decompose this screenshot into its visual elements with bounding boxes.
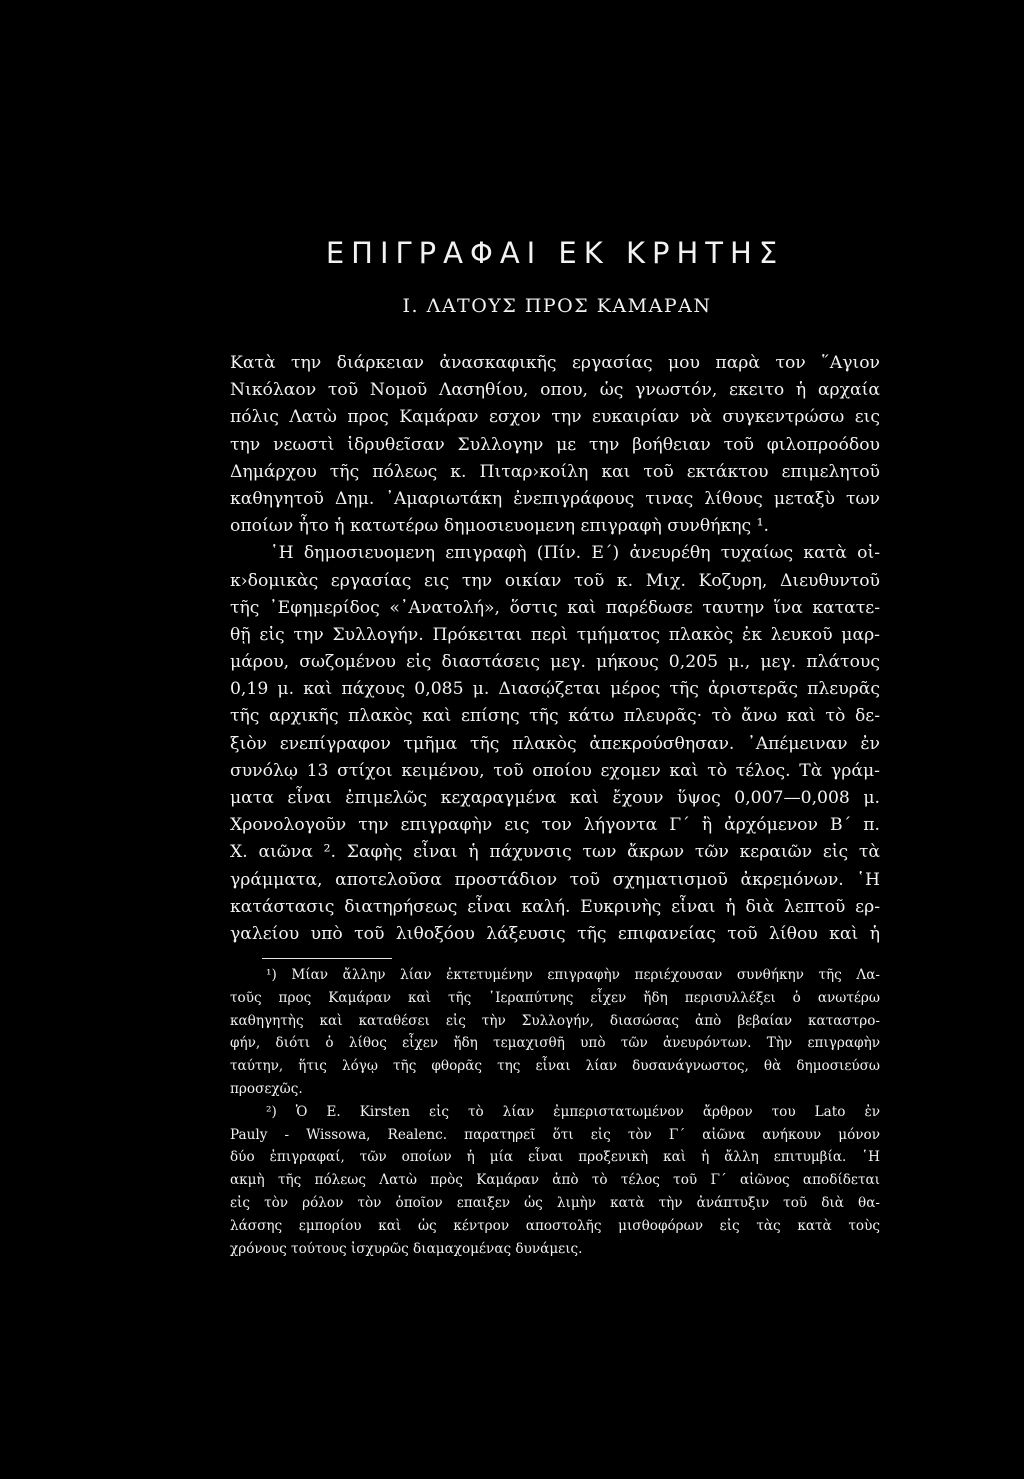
- footnote-line: ταύτην, ἥτις λόγῳ τῆς φθορᾶς της εἶναι λίαν δυσανάγνωστος, θὰ δημοσιεύσω: [230, 1058, 880, 1075]
- body-line: ξιὸν ενεπίγραφον τμῆμα τῆς πλακὸς ἀπεκρούσθησαν. ᾿Απέμειναν ἐν: [230, 733, 880, 754]
- footnote-line: χρόνους τούτους ἰσχυρῶς διαμαχομένας δυνάμεις.: [230, 1240, 583, 1257]
- body-line: κατάστασις διατηρήσεως εἶναι καλή. Ευκρινὴς εἶναι ἡ διὰ λεπτοῦ ερ-: [230, 896, 880, 917]
- body-line: την νεωστὶ ἱδρυθεῖσαν Συλλογην με την βοήθειαν τοῦ φιλοπροόδου: [230, 434, 880, 455]
- footnote-line: Pauly - Wissowa, Realenc. παρατηρεῖ ὅτι εἰς τὸν Γ΄ αἰῶνα ανήκουν μόνον: [230, 1126, 880, 1143]
- footnote-line: λάσσης εμπορίου καὶ ὡς κέντρον αποστολῆς μισθοφόρων εἰς τὰς κατὰ τοὺς: [230, 1217, 880, 1234]
- footnotes: [230, 964, 880, 1260]
- footnote-line: δύο ἐπιγραφαί, τῶν οποίων ἡ μία εἶναι προξενικὴ καὶ ἡ ἄλλη επιτυμβία. ῾Η: [230, 1149, 880, 1166]
- footnote-line: ακμὴ τῆς πόλεως Λατὼ πρὸς Καμάραν ἀπὸ τὸ τέλος τοῦ Γ΄ αἰῶνος αποδίδεται: [230, 1172, 880, 1189]
- body-line: Νικόλαον τοῦ Νομοῦ Λασηθίου, οπου, ὡς γνωστόν, εκειτο ἡ αρχαία: [230, 380, 880, 401]
- body-line: ῾Η δημοσιευομενη επιγραφὴ (Πίν. Ε΄) ἀνευρέθη τυχαίως κατὰ οἰ-: [270, 543, 880, 564]
- body-line: γαλείου υπὸ τοῦ λιθοξόου λάξευσις τῆς επιφανείας τοῦ λίθου καὶ ἡ: [230, 923, 880, 944]
- footnote-line: ²) Ὁ Ε. Kirsten εἰς τὸ λίαν ἐμπεριστατωμένον ἄρθρον του Lato ἐν: [266, 1103, 880, 1120]
- body-line: κ›δομικὰς εργασίας εις την οικίαν τοῦ κ. Μιχ. Κοζυρη, Διευθυντοῦ: [230, 570, 880, 591]
- footnote-line: προσεχῶς.: [230, 1080, 303, 1097]
- body-text: [230, 350, 880, 948]
- body-line: γράμματα, αποτελοῦσα προστάδιον τοῦ σχηματισμοῦ ἀκρεμόνων. ῾Η: [230, 869, 880, 890]
- footnote-line: καθηγητὴς καὶ καταθέσει εἰς τὴν Συλλογήν, διασώσας ἀπὸ βεβαίαν καταστρο-: [230, 1012, 880, 1029]
- footnote-line: φήν, διότι ὁ λίθος εἶχεν ἤδη τεμαχισθῆ υπὸ τῶν ἀνευρόντων. Τὴν επιγραφὴν: [230, 1035, 880, 1052]
- body-line: Κατὰ την διάρκειαν ἀνασκαφικῆς εργασίας μου παρὰ τον ῞Αγιον: [230, 353, 880, 373]
- body-line: Χρονολογοῦν την επιγραφὴν εις τον λήγοντα Γ΄ ἢ ἀρχόμενον Β΄ π.: [230, 815, 880, 836]
- body-line: μάρου, σωζομένου εἰς διαστάσεις μεγ. μήκους 0,205 μ., μεγ. πλάτους: [230, 652, 880, 673]
- body-line: οποίων ἦτο ἡ κατωτέρω δημοσιευομενη επιγραφὴ συνθήκης ¹.: [230, 516, 769, 537]
- footnote-line: ¹) Μίαν ἄλλην λίαν ἐκτετυμένην επιγραφὴν περιέχουσαν συνθήκην τῆς Λα-: [266, 967, 880, 983]
- body-line: Δημάρχου τῆς πόλεως κ. Πιταρ›κοίλη και τοῦ εκτάκτου επιμελητοῦ: [230, 461, 880, 482]
- footnote-line: εἰς τὸν ρόλον τὸν ὁποῖον επαιξεν ὡς λιμὴν κατὰ τὴν ἀνάπτυξιν τοῦ διὰ θα-: [230, 1194, 880, 1211]
- body-line: θῇ εἰς την Συλλογήν. Πρόκειται περὶ τμήματος πλακὸς ἐκ λευκοῦ μαρ-: [230, 624, 880, 645]
- page-title: ΕΠΙΓΡΑΦΑΙ ΕΚ ΚΡΗΤΗΣ: [325, 236, 785, 270]
- body-line: πόλις Λατὼ προς Καμάραν εσχον την ευκαιρίαν νὰ συγκεντρώσω εις: [230, 407, 880, 428]
- section-heading: Ι. ΛΑΤΟΥΣ ΠΡΟΣ ΚΑΜΑΡΑΝ: [402, 295, 712, 317]
- body-line: τῆς ᾿Εφημερίδος «᾿Ανατολή», ὅστις καὶ παρέδωσε ταυτην ἵνα κατατε-: [230, 597, 880, 618]
- body-line: συνόλῳ 13 στίχοι κειμένου, τοῦ οποίου εχομεν καὶ τὸ τέλος. Τὰ γράμ-: [230, 760, 880, 781]
- body-line: τῆς αρχικῆς πλακὸς καὶ επίσης τῆς κάτω πλευρᾶς· τὸ ἄνω καὶ τὸ δε-: [230, 706, 880, 727]
- body-line: Χ. αιῶνα ². Σαφὴς εἶναι ἡ πάχυνσις των ἄκρων τῶν κεραιῶν εἰς τὰ: [230, 842, 880, 863]
- footnote-divider: [262, 958, 392, 959]
- body-line: ματα εἶναι ἐπιμελῶς κεχαραγμένα καὶ ἔχουν ὕψος 0,007—0,008 μ.: [230, 788, 880, 808]
- body-line: καθηγητοῦ Δημ. ᾿Αμαριωτάκη ἐνεπιγράφους τινας λίθους μεταξὺ των: [230, 488, 880, 509]
- footnote-line: τοῦς προς Καμάραν καὶ τῆς ῾Ιεραπύτνης εἶχεν ἤδη περισυλλέξει ὁ ανωτέρω: [230, 989, 880, 1006]
- body-line: 0,19 μ. καὶ πάχους 0,085 μ. Διασῴζεται μέρος τῆς ἀριστερᾶς πλευρᾶς: [230, 679, 880, 700]
